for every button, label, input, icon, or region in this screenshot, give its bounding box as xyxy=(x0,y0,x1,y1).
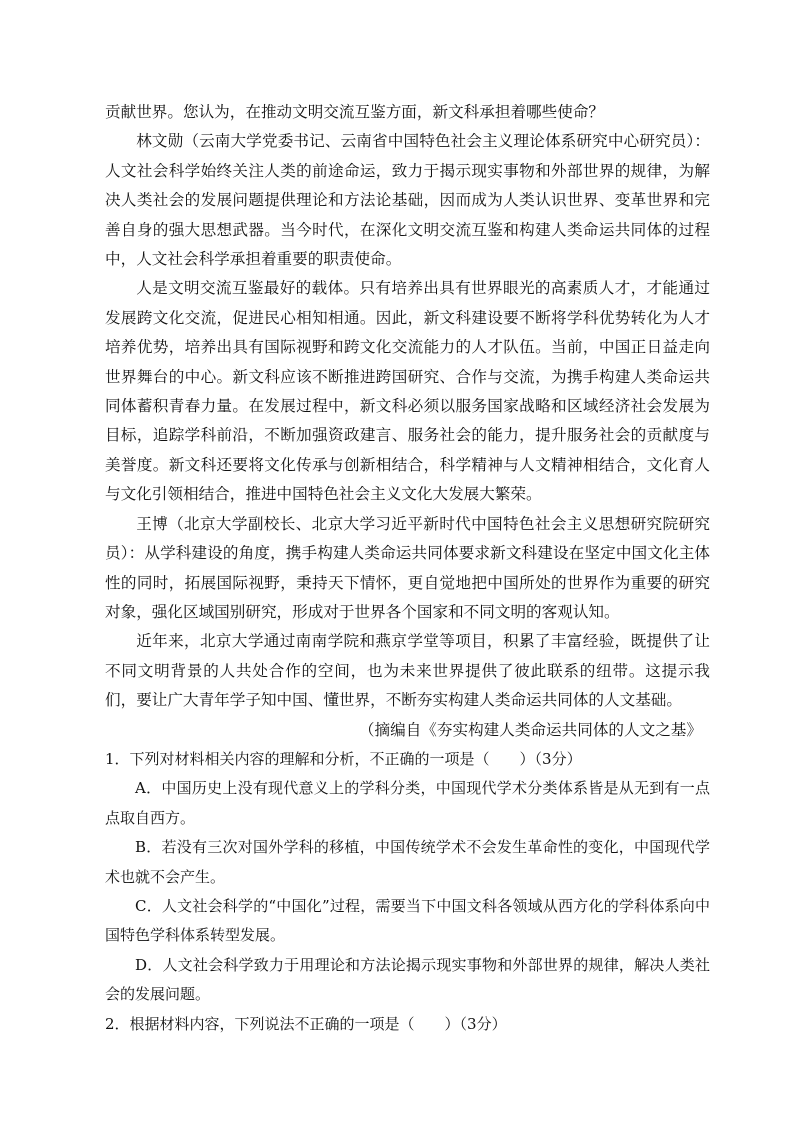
document-page xyxy=(105,98,710,1039)
paragraph-wang-bo: 王博（北京大学副校长、北京大学习近平新时代中国特色社会主义思想研究院研究员）：从学科建设的角度，携手构建人类命运共同体要求新文科建设在坚定中国文化主体性的同时，拓展国际视野，秉持天下情怀，更自觉地把中国所处的世界作为重要的研究对象，强化区域国别研究，形成对于世界各个国家和不同文明的客观认知。 xyxy=(105,514,710,621)
question-1-option-a: A．中国历史上没有现代意义上的学科分类，中国现代学术分类体系皆是从无到有一点点取自西方。 xyxy=(105,779,710,827)
question-1-option-d: D．人文社会科学致力于用理论和方法论揭示现实事物和外部世界的规律，解决人类社会的发展问题。 xyxy=(105,955,710,1004)
paragraph-peking-university: 近年来，北京大学通过南南学院和燕京学堂等项目，积累了丰富经验，既提供了让不同文明背景的人共处合作的空间，也为未来世界提供了彼此联系的纽带。这提示我们，要让广大青年学子知中国、懂世界，不断夯实构建人类命运共同体的人文基础。 xyxy=(105,632,710,710)
question-2-stem: 2．根据材料内容，下列说法不正确的一项是（ ）（3分） xyxy=(105,1014,507,1033)
paragraph-lin-wenxun: 林文勋（云南大学党委书记、云南省中国特色社会主义理论体系研究中心研究员）：人文社会科学始终关注人类的前途命运，致力于揭示现实事物和外部世界的规律，为解决人类社会的发展问题提供理论和方法论基础，因而成为人类认识世界、变革世界和完善自身的强大思想武器。当今时代，在深化文明交流互鉴和构建人类命运共同体的过程中，人文社会科学承担着重要的职责使命。 xyxy=(105,132,710,269)
question-1-stem: 1．下列对材料相关内容的理解和分析，不正确的一项是（ ）（3分） xyxy=(105,749,582,768)
question-1-option-c: C．人文社会科学的“中国化”过程，需要当下中国文科各领域从西方化的学科体系向中国特色学科体系转型发展。 xyxy=(105,896,710,945)
source-citation: （摘编自《夯实构建人类命运共同体的人文之基》 xyxy=(358,720,702,739)
question-1-option-b: B．若没有三次对国外学科的移植，中国传统学术不会发生革命性的变化，中国现代学术也就不会产生。 xyxy=(105,838,710,886)
paragraph-talent: 人是文明交流互鉴最好的载体。只有培养出具有世界眼光的高素质人才，才能通过发展跨文化交流，促进民心相知相通。因此，新文科建设要不断将学科优势转化为人才培养优势，培养出具有国际视野和跨文化交流能力的人才队伍。当前，中国正日益走向世界舞台的中心。新文科应该不断推进跨国研究、合作与交流，为携手构建人类命运共同体蓄积青春力量。在发展过程中，新文科必须以服务国家战略和区域经济社会发展为目标，追踪学科前沿，不断加强资政建言、服务社会的能力，提升服务社会的贡献度与美誉度。新文科还要将文化传承与创新相结合，科学精神与人文精神相结合，文化育人与文化引领相结合，推进中国特色社会主义文化大发展大繁荣。 xyxy=(105,279,710,504)
paragraph-continuation: 贡献世界。您认为，在推动文明交流互鉴方面，新文科承担着哪些使命？ xyxy=(105,103,605,121)
